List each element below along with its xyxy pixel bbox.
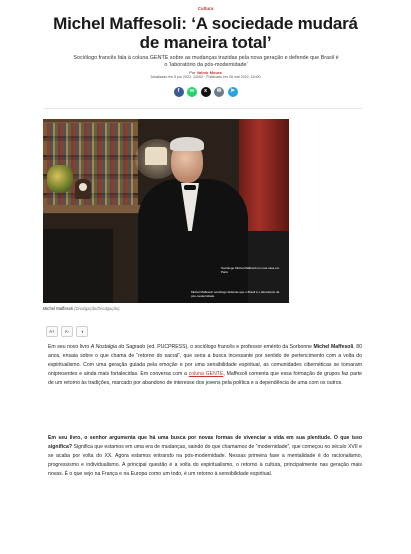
article-paragraph	[48, 434, 362, 479]
flower-vase	[47, 165, 73, 193]
font-size-tools	[46, 326, 88, 337]
font-decrease-button[interactable]: A-	[61, 326, 73, 337]
article-photo[interactable]	[43, 119, 289, 303]
coluna-gente-link[interactable]: coluna GENTE	[188, 371, 224, 377]
share-bar	[0, 87, 411, 97]
book-title: A Nostalgia do Sagrado	[90, 344, 146, 350]
email-share-icon[interactable]: ✉	[214, 87, 224, 97]
photo-overlay-caption: Sociólogo Michel Maffesoli em sua casa em Paris	[221, 266, 280, 274]
p1-text-a: Em seu novo livro	[48, 344, 91, 350]
font-increase-button[interactable]: A+	[46, 326, 58, 337]
clock-face	[79, 183, 87, 191]
divider	[44, 108, 362, 109]
author-link[interactable]: Valmir Moura	[196, 70, 222, 75]
x-share-icon[interactable]: x	[201, 87, 211, 97]
person-name: Michel Maffesoli	[313, 344, 354, 350]
caption-credit: (Divulgação/Divulgação)	[74, 306, 120, 311]
portrait-hair	[170, 137, 204, 151]
photo-overlay-credit: Michel Maffesoli: sociólogo defende que o Brasil é o laboratório da pós-modernidade	[191, 290, 280, 298]
armchair	[43, 229, 113, 303]
p1-text-b: (ed. PUCPRESS), o sociólogo francês e professor emérito da Sorbonne	[145, 344, 314, 350]
contrast-toggle-icon[interactable]: ◑	[76, 326, 88, 337]
lamp	[145, 147, 167, 165]
article-paragraph	[48, 343, 362, 388]
telegram-share-icon[interactable]: ➤	[228, 87, 238, 97]
mantel	[43, 205, 143, 213]
photo-caption	[43, 306, 120, 311]
section-tag[interactable]: Cultura	[197, 6, 214, 11]
p1-text-c: , 80 anos, ensaia sobre o que chama de “retorno do sacral”, que seria a busca incessante por sentido de pertencimento com a volta do espiritualismo. Com uma geração guiada pela emoção e por uma sensibilidade espiritual, as comunidades cibernéticas se tornaram onipresentes e ainda mais fortalecidas. Em conversa com a	[48, 344, 362, 377]
article-subtitle: Sociólogo francês fala à coluna GENTE sobre as mudanças trazidas pela nova geração e defende que Brasil é o ‘laboratório da pós-modernidade’	[73, 55, 339, 69]
caption-name: Michel Maffesoli	[43, 306, 73, 311]
interview-question: Em seu livro, o senhor argumenta que há uma busca por novas formas de vivenciar a vida em sua plenitude. O que isso significa?	[48, 435, 362, 450]
article-title: Michel Maffesoli: ‘A sociedade mudará de maneira total’	[53, 14, 358, 52]
publish-dates: Atualizado em 5 jun 2022, 12h52 · Publicado em 28 mai 2022, 11h00	[150, 75, 261, 79]
interview-answer: Significa que estamos em uma era de mudanças, saindo do que chamamos de “modernidade”, que começou no século XVII e se acaba por volta do XX. Agora estamos entrando na pós-modernidade. Nessas primeira fase a mentalidade é do racionalismo, progressismo e individualismo. A principal questão é a volta do espiritualismo, o retorno à cultura, principalmente nas geração mais novas. É o que vejo na França e na Europa como um todo, é um retorno à sensibilidade espiritual.	[48, 444, 362, 477]
p1-text-d: , Maffesoli comenta que essa formação de grupos faz parte de um retorno às tradições, marcado por abandono de interesse dos jovens pela política e a dependência de uma com os outros.	[48, 371, 362, 386]
bow-tie	[184, 185, 196, 190]
byline-prefix: Por	[189, 70, 196, 75]
whatsapp-share-icon[interactable]: w	[187, 87, 197, 97]
facebook-share-icon[interactable]: f	[174, 87, 184, 97]
